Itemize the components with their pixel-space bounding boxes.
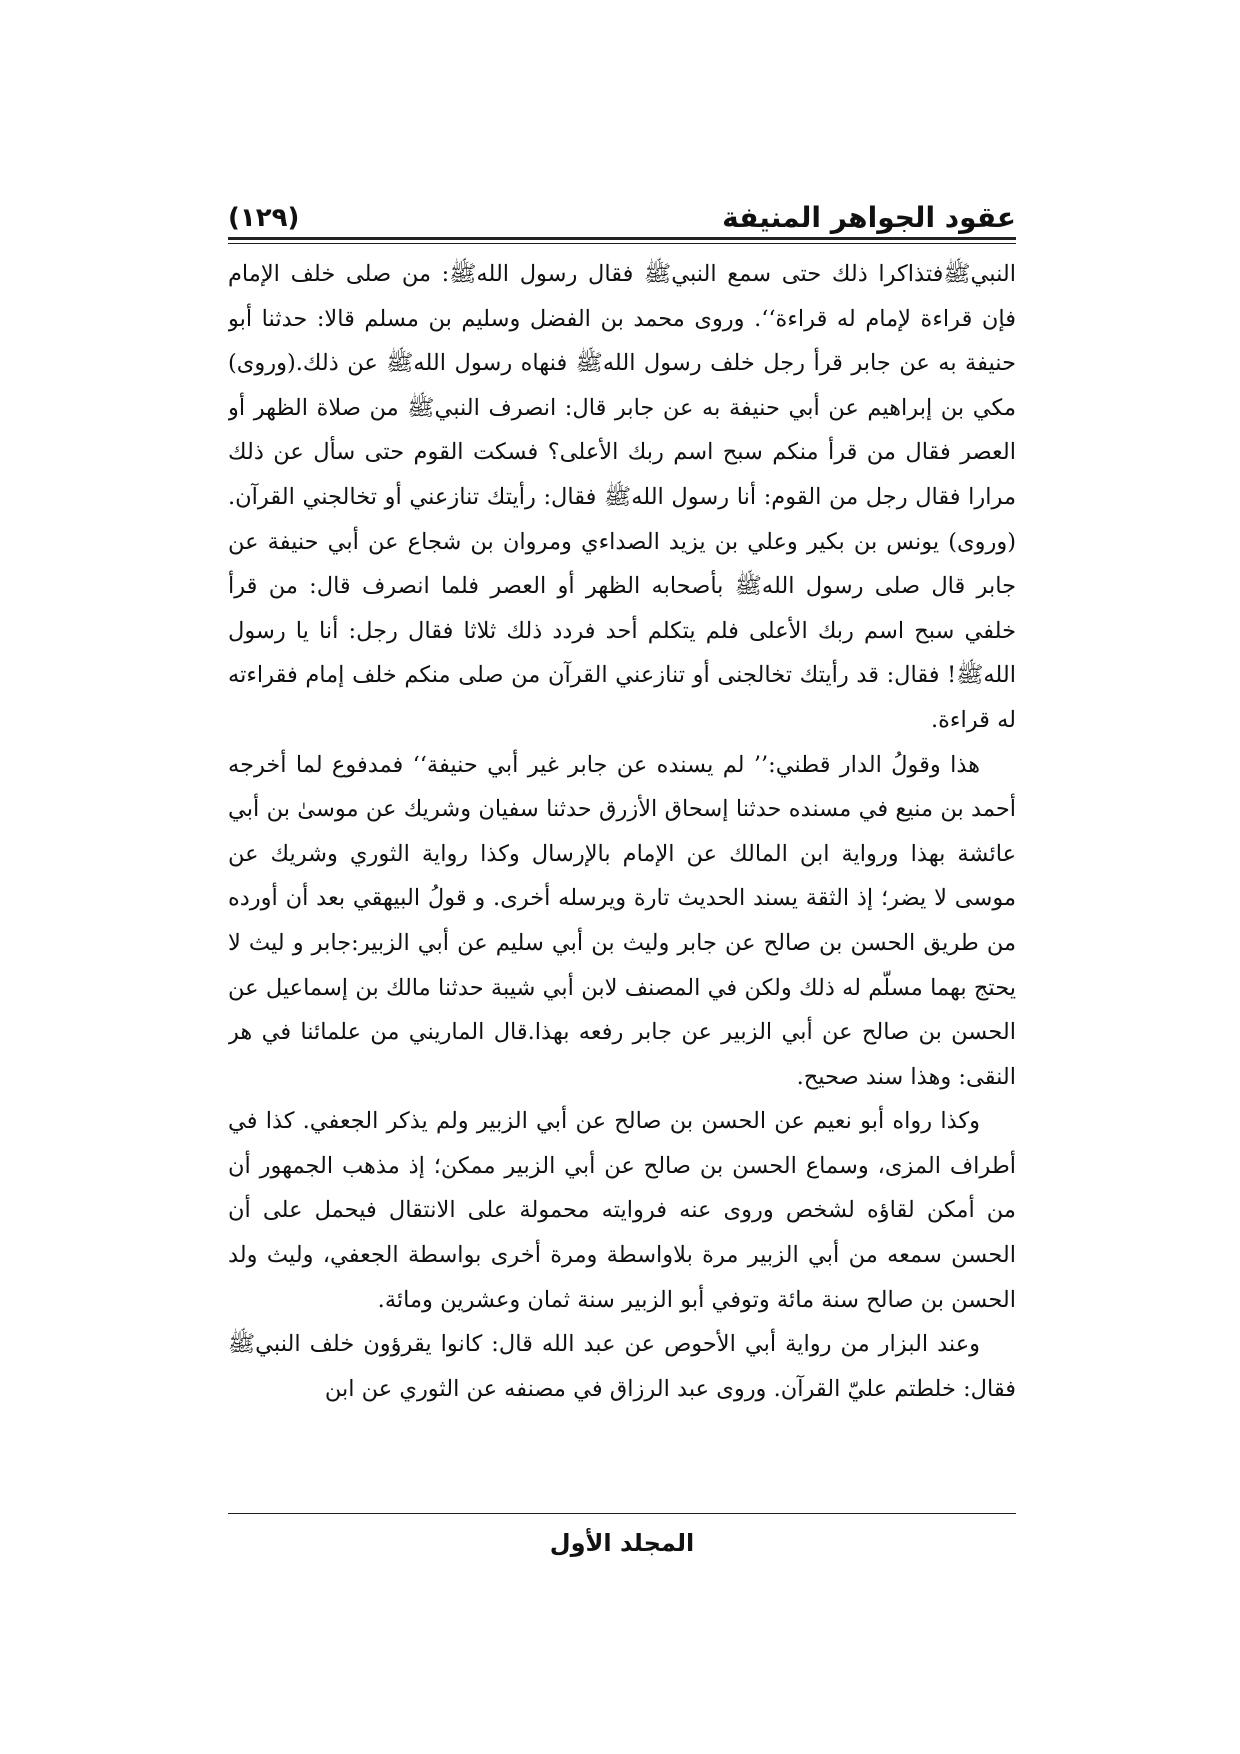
footer-rule: [228, 1513, 1016, 1514]
volume-label: المجلد الأول: [549, 1529, 695, 1557]
paragraph-3: وكذا رواه أبو نعيم عن الحسن بن صالح عن أبي الزبير ولم يذكر الجعفي. كذا في أطراف المزى، وسماع الحسن بن صالح عن أبي الزبير ممكن؛ إذ مذهب الجمهور أن من أمكن لقاؤه لشخص وروى عنه فروايته محمولة على الانتقال فيحمل على أن الحسن سمعه من أبي الزبير مرة بلاواسطة ومرة أخرى بواسطة الجعفي، وليث ولد الحسن بن صالح سنة مائة وتوفي أبو الزبير سنة ثمان وعشرين ومائة.: [228, 1108, 1016, 1313]
paragraph-2: هذا وقولُ الدار قطني:’’ لم يسنده عن جابر غير أبي حنيفة‘‘ فمدفوع لما أخرجه أحمد بن منيع في مسنده حدثنا إسحاق الأزرق حدثنا سفيان وشريك عن موسىٰ بن أبي عائشة بهذا ورواية ابن المالك عن الإمام بالإرسال وكذا رواية الثوري وشريك عن موسى لا يضر؛ إذ الثقة يسند الحديث تارة ويرسله أخرى. و قولُ البيهقي بعد أن أورده من طريق الحسن بن صالح عن جابر وليث بن أبي سليم عن أبي الزبير:جابر و ليث لا يحتج بهما مسلّم له ذلك ولكن في المصنف لابن أبي شيبة حدثنا مالك بن إسماعيل عن الحسن بن صالح عن أبي الزبير عن جابر رفعه بهذا.قال الماريني من علمائنا في هر النقى: وهذا سند صحيح.: [228, 751, 1016, 1090]
page-number: (١٢٩): [228, 203, 300, 233]
book-title: عقود الجواهر المنيفة: [722, 201, 1016, 234]
page-header: [228, 188, 1016, 238]
header-rule-thin: [228, 243, 1016, 244]
header-rule: [228, 237, 1016, 240]
paragraph-1: النبيﷺفتذاكرا ذلك حتى سمع النبيﷺ فقال رسول اللهﷺ: من صلى خلف الإمام فإن قراءة لإمام له قراءة‘‘. وروى محمد بن الفضل وسليم بن مسلم قالا: حدثنا أبو حنيفة به عن جابر قرأ رجل خلف رسول اللهﷺ فنهاه رسول اللهﷺ عن ذلك.(وروى) مكي بن إبراهيم عن أبي حنيفة به عن جابر قال: انصرف النبيﷺ من صلاة الظهر أو العصر فقال من قرأ منكم سبح اسم ربك الأعلى؟ فسكت القوم حتى سأل عن ذلك مرارا فقال رجل من القوم: أنا رسول اللهﷺ فقال: رأيتك تنازعني أو تخالجني القرآن.(وروى) يونس بن بكير وعلي بن يزيد الصداءي ومروان بن شجاع عن أبي حنيفة عن جابر قال صلى رسول اللهﷺ بأصحابه الظهر أو العصر فلما انصرف قال: من قرأ خلفي سبح اسم ربك الأعلى فلم يتكلم أحد فردد ذلك ثلاثا فقال رجل: أنا يا رسول اللهﷺ! فقال: قد رأيتك تخالجنى أو تنازعني القرآن من صلى منكم خلف إمام فقراءته له قراءة.: [228, 261, 1016, 733]
page-body: [228, 252, 1016, 1502]
paragraph-4: وعند البزار من رواية أبي الأحوص عن عبد الله قال: كانوا يقرؤون خلف النبيﷺ فقال: خلطتم عليّ القرآن. وروى عبد الرزاق في مصنفه عن الثوري عن ابن: [228, 1331, 1016, 1402]
